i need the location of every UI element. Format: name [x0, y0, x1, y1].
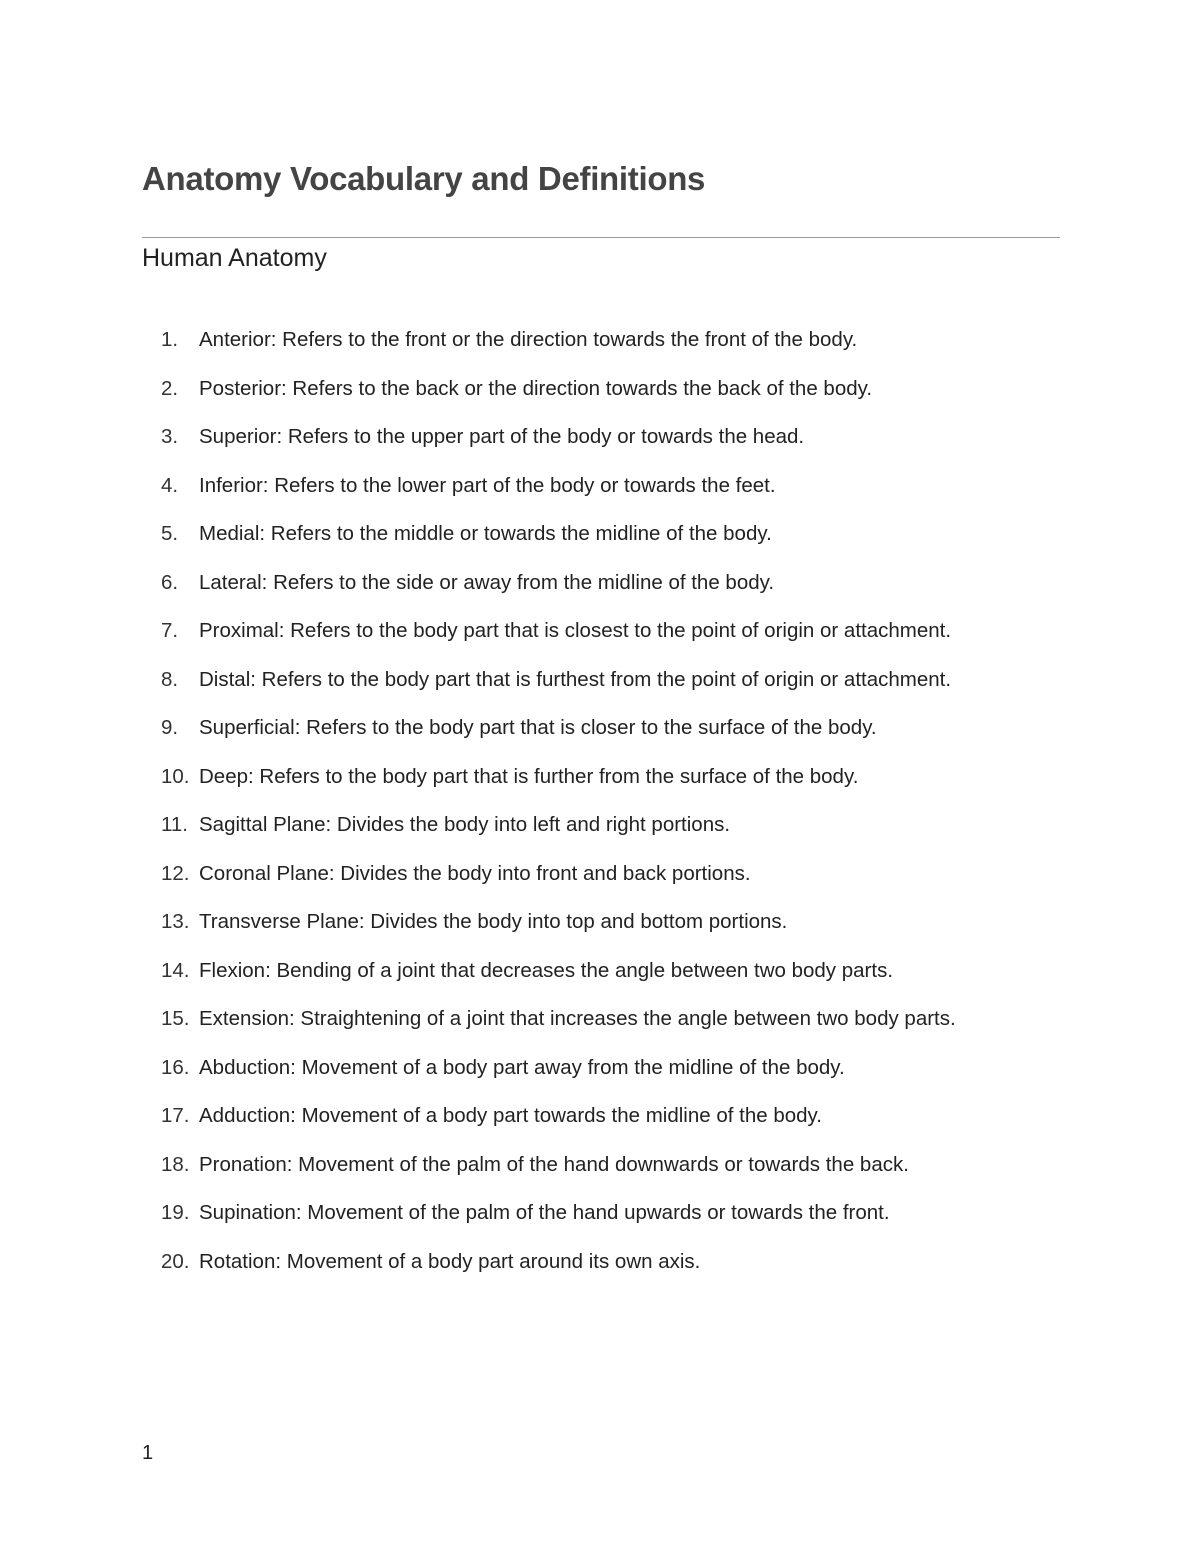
- vocabulary-list: [142, 323, 1042, 1293]
- item-definition: Deep: Refers to the body part that is further from the surface of the body.: [199, 764, 859, 788]
- list-item: [142, 614, 1042, 647]
- list-item: [142, 711, 1042, 744]
- list-item: [142, 469, 1042, 502]
- item-number: 3.: [161, 425, 179, 448]
- item-number: 5.: [161, 522, 179, 545]
- section-heading: Human Anatomy: [142, 244, 327, 272]
- list-item: [142, 857, 1042, 890]
- item-definition: Pronation: Movement of the palm of the hand downwards or towards the back.: [199, 1152, 909, 1176]
- item-number: 7.: [161, 619, 179, 642]
- list-item: [142, 323, 1042, 356]
- list-item: [142, 760, 1042, 793]
- item-number: 19.: [161, 1201, 190, 1224]
- item-definition: Extension: Straightening of a joint that increases the angle between two body parts.: [199, 1007, 956, 1030]
- item-definition: Abduction: Movement of a body part away from the midline of the body.: [199, 1055, 845, 1079]
- list-item: [142, 663, 1042, 696]
- item-definition: Posterior: Refers to the back or the direction towards the back of the body.: [199, 376, 873, 400]
- item-definition: Superficial: Refers to the body part that is closer to the surface of the body.: [199, 716, 877, 739]
- item-definition: Rotation: Movement of a body part around its own axis.: [199, 1249, 701, 1273]
- item-definition: Sagittal Plane: Divides the body into left and right portions.: [199, 813, 731, 836]
- item-number: 20.: [161, 1249, 190, 1273]
- item-number: 13.: [161, 910, 190, 933]
- item-definition: Supination: Movement of the palm of the hand upwards or towards the front.: [199, 1201, 890, 1224]
- item-definition: Superior: Refers to the upper part of the body or towards the head.: [199, 425, 805, 448]
- item-number: 17.: [161, 1104, 190, 1127]
- item-definition: Coronal Plane: Divides the body into front and back portions.: [199, 861, 751, 885]
- item-number: 9.: [161, 716, 179, 739]
- list-item: [142, 905, 1042, 938]
- list-item: [142, 1245, 1042, 1278]
- title-divider: [142, 237, 1060, 238]
- item-number: 15.: [161, 1007, 190, 1030]
- item-number: 8.: [161, 667, 179, 691]
- document-title: Anatomy Vocabulary and Definitions: [142, 160, 706, 197]
- list-item: [142, 420, 1042, 453]
- item-definition: Distal: Refers to the body part that is furthest from the point of origin or attachment.: [199, 667, 952, 691]
- item-definition: Anterior: Refers to the front or the direction towards the front of the body.: [199, 328, 858, 351]
- item-definition: Transverse Plane: Divides the body into top and bottom portions.: [199, 910, 788, 933]
- item-number: 18.: [161, 1152, 190, 1176]
- item-number: 1.: [161, 328, 179, 351]
- item-number: 6.: [161, 570, 179, 594]
- list-item: [142, 1051, 1042, 1084]
- list-item: [142, 1148, 1042, 1181]
- item-definition: Medial: Refers to the middle or towards the midline of the body.: [199, 522, 772, 545]
- item-definition: Inferior: Refers to the lower part of the body or towards the feet.: [199, 473, 776, 497]
- item-number: 4.: [161, 473, 179, 497]
- list-item: [142, 1002, 1042, 1035]
- item-number: 12.: [161, 861, 190, 885]
- item-number: 2.: [161, 376, 179, 400]
- item-definition: Proximal: Refers to the body part that is closest to the point of origin or attachment.: [199, 619, 952, 642]
- item-definition: Adduction: Movement of a body part towards the midline of the body.: [199, 1104, 822, 1127]
- list-item: [142, 1099, 1042, 1132]
- item-definition: Lateral: Refers to the side or away from the midline of the body.: [199, 570, 775, 594]
- item-number: 16.: [161, 1055, 190, 1079]
- page-number: 1: [142, 1442, 154, 1464]
- list-item: [142, 566, 1042, 599]
- list-item: [142, 372, 1042, 405]
- list-item: [142, 517, 1042, 550]
- list-item: [142, 1196, 1042, 1229]
- item-number: 10.: [161, 764, 190, 788]
- item-number: 14.: [161, 958, 190, 982]
- item-number: 11.: [161, 813, 188, 836]
- list-item: [142, 808, 1042, 841]
- list-item: [142, 954, 1042, 987]
- item-definition: Flexion: Bending of a joint that decreases the angle between two body parts.: [199, 958, 894, 982]
